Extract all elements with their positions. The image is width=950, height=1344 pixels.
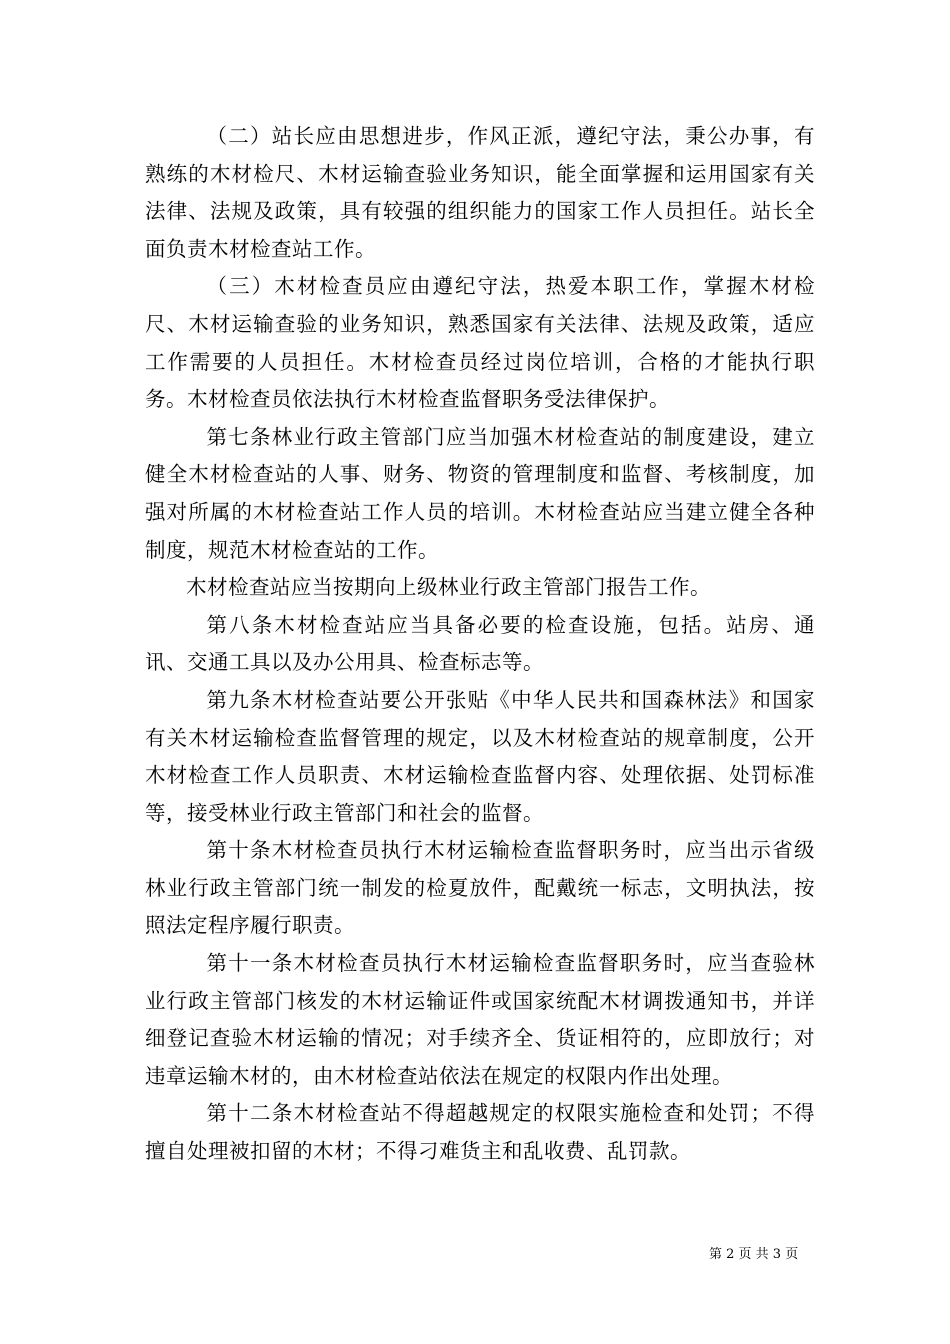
paragraph-article-9: 第九条木材检查站要公开张贴《中华人民共和国森林法》和国家有关木材运输检查监督管理的规定，以及木材检查站的规章制度，公开木材检查工作人员职责、木材运输检查监督内容、处理依据、处罚标准等，接受林业行政主管部门和社会的监督。 xyxy=(145,687,815,825)
paragraph-article-12: 第十二条木材检查站不得超越规定的权限实施检查和处罚；不得擅自处理被扣留的木材；不得刁难货主和乱收费、乱罚款。 xyxy=(145,1101,815,1164)
page-number-footer: 第 2 页 共 3 页 xyxy=(709,1247,799,1262)
document-body xyxy=(145,118,815,1171)
paragraph-timber-inspector: （三）木材检查员应由遵纪守法，热爱本职工作，掌握木材检尺、木材运输查验的业务知识，熟悉国家有关法律、法规及政策，适应工作需要的人员担任。木材检查员经过岗位培训，合格的才能执行职务。木材检查员依法执行木材检查监督职务受法律保护。 xyxy=(145,274,815,412)
paragraph-article-8: 第八条木材检查站应当具备必要的检查设施，包括。站房、通讯、交通工具以及办公用具、检查标志等。 xyxy=(145,612,815,675)
paragraph-article-11: 第十一条木材检查员执行木材运输检查监督职务时，应当查验林业行政主管部门核发的木材运输证件或国家统配木材调拨通知书，并详细登记查验木材运输的情况；对手续齐全、货证相符的，应即放行；对违章运输木材的，由木材检查站依法在规定的权限内作出处理。 xyxy=(145,951,815,1088)
paragraph-article-10: 第十条木材检查员执行木材运输检查监督职务时，应当出示省级林业行政主管部门统一制发的检夏放件，配戴统一标志，文明执法，按照法定程序履行职责。 xyxy=(145,838,815,938)
paragraph-article-7: 第七条林业行政主管部门应当加强木材检查站的制度建设，建立健全木材检查站的人事、财务、物资的管理制度和监督、考核制度，加强对所属的木材检查站工作人员的培训。木材检查站应当建立健全各种制度，规范木材检查站的工作。 xyxy=(145,424,815,562)
paragraph-station-chief: （二）站长应由思想进步，作风正派，遵纪守法，秉公办事，有熟练的木材检尺、木材运输查验业务知识，能全面掌握和运用国家有关法律、法规及政策，具有较强的组织能力的国家工作人员担任。站长全面负责木材检查站工作。 xyxy=(145,124,815,261)
paragraph-report-work: 木材检查站应当按期向上级林业行政主管部门报告工作。 xyxy=(186,575,711,600)
